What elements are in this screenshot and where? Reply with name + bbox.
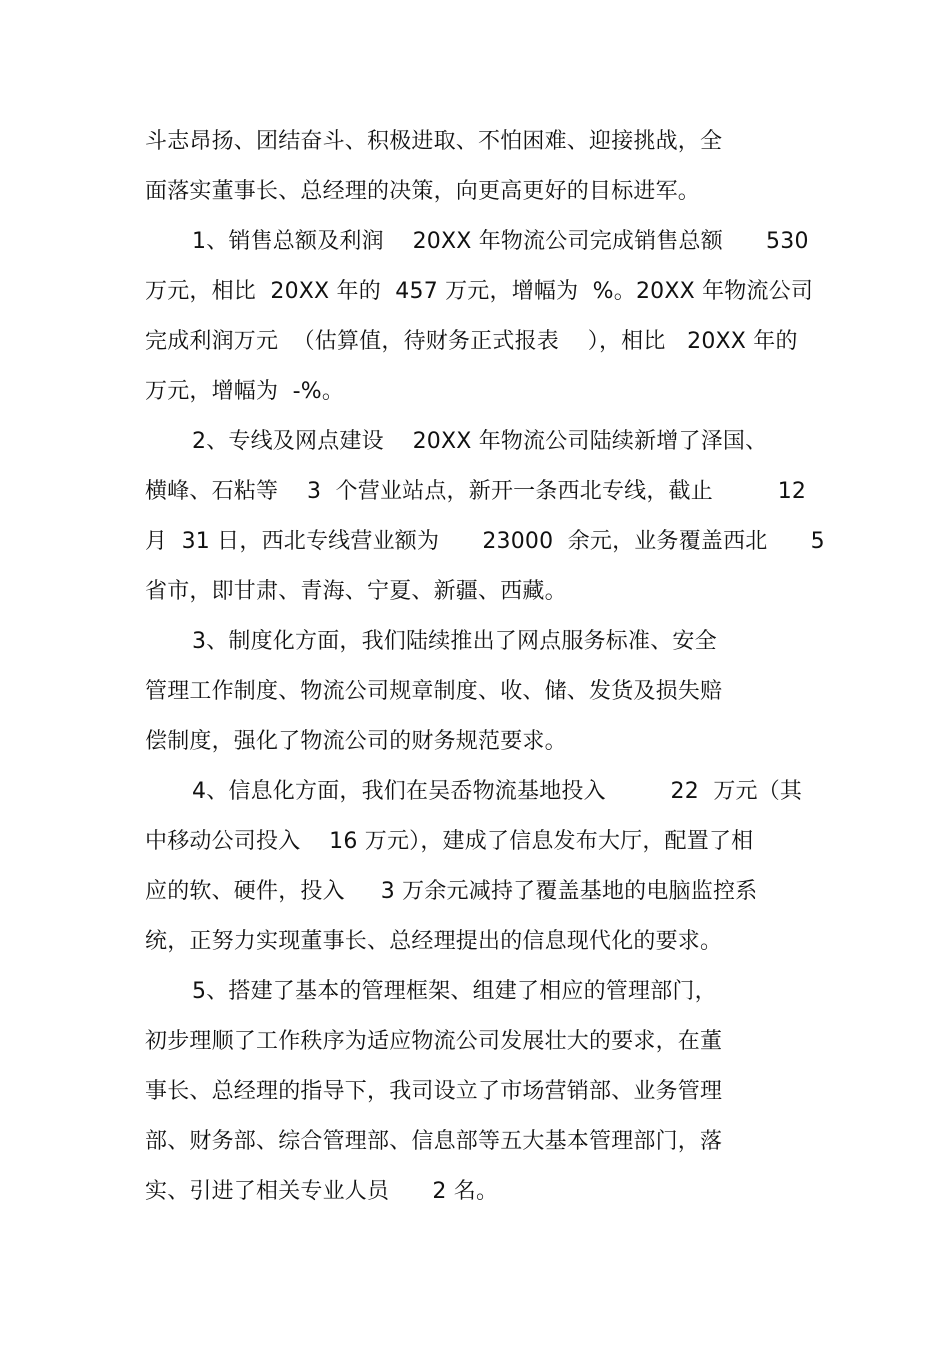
section-4-heading-line: 4、信息化方面，我们在吴岙物流基地投入 22 万元（其 xyxy=(192,779,803,804)
text-line: 事长、总经理的指导下，我司设立了市场营销部、业务管理 xyxy=(145,1079,723,1104)
section-1-heading-line: 1、销售总额及利润 20XX 年物流公司完成销售总额 530 xyxy=(192,229,809,254)
text-line: 横峰、石粘等 3 个营业站点，新开一条西北专线，截止 12 xyxy=(145,479,807,504)
text-line: 斗志昂扬、团结奋斗、积极进取、不怕困难、迎接挑战，全 xyxy=(145,129,723,154)
text-line: 统，正努力实现董事长、总经理提出的信息现代化的要求。 xyxy=(145,929,723,954)
text-line: 应的软、硬件，投入 3 万余元减持了覆盖基地的电脑监控系 xyxy=(145,879,758,904)
text-line: 中移动公司投入 16 万元），建成了信息发布大厅，配置了相 xyxy=(145,829,754,854)
text-line: 部、财务部、综合管理部、信息部等五大基本管理部门，落 xyxy=(145,1129,723,1154)
text-line: 实、引进了相关专业人员 2 名。 xyxy=(145,1179,499,1204)
text-line: 万元，增幅为 -%。 xyxy=(145,379,345,404)
section-2-heading-line: 2、专线及网点建设 20XX 年物流公司陆续新增了泽国、 xyxy=(192,429,768,454)
text-line: 偿制度，强化了物流公司的财务规范要求。 xyxy=(145,729,567,754)
text-line: 月 31 日，西北专线营业额为 23000 余元，业务覆盖西北 5 xyxy=(145,529,825,554)
text-line: 管理工作制度、物流公司规章制度、收、储、发货及损失赔 xyxy=(145,679,723,704)
section-3-heading-line: 3、制度化方面，我们陆续推出了网点服务标准、安全 xyxy=(192,629,717,654)
text-line: 完成利润万元 （估算值，待财务正式报表 ），相比 20XX 年的 xyxy=(145,329,798,354)
text-line: 万元，相比 20XX 年的 457 万元，增幅为 %。20XX 年物流公司 xyxy=(145,279,814,304)
text-line: 面落实董事长、总经理的决策，向更高更好的目标进军。 xyxy=(145,179,701,204)
text-line: 初步理顺了工作秩序为适应物流公司发展壮大的要求，在董 xyxy=(145,1029,723,1054)
section-5-heading-line: 5、搭建了基本的管理框架、组建了相应的管理部门， xyxy=(192,979,717,1004)
text-line: 省市，即甘肃、青海、宁夏、新疆、西藏。 xyxy=(145,579,567,604)
